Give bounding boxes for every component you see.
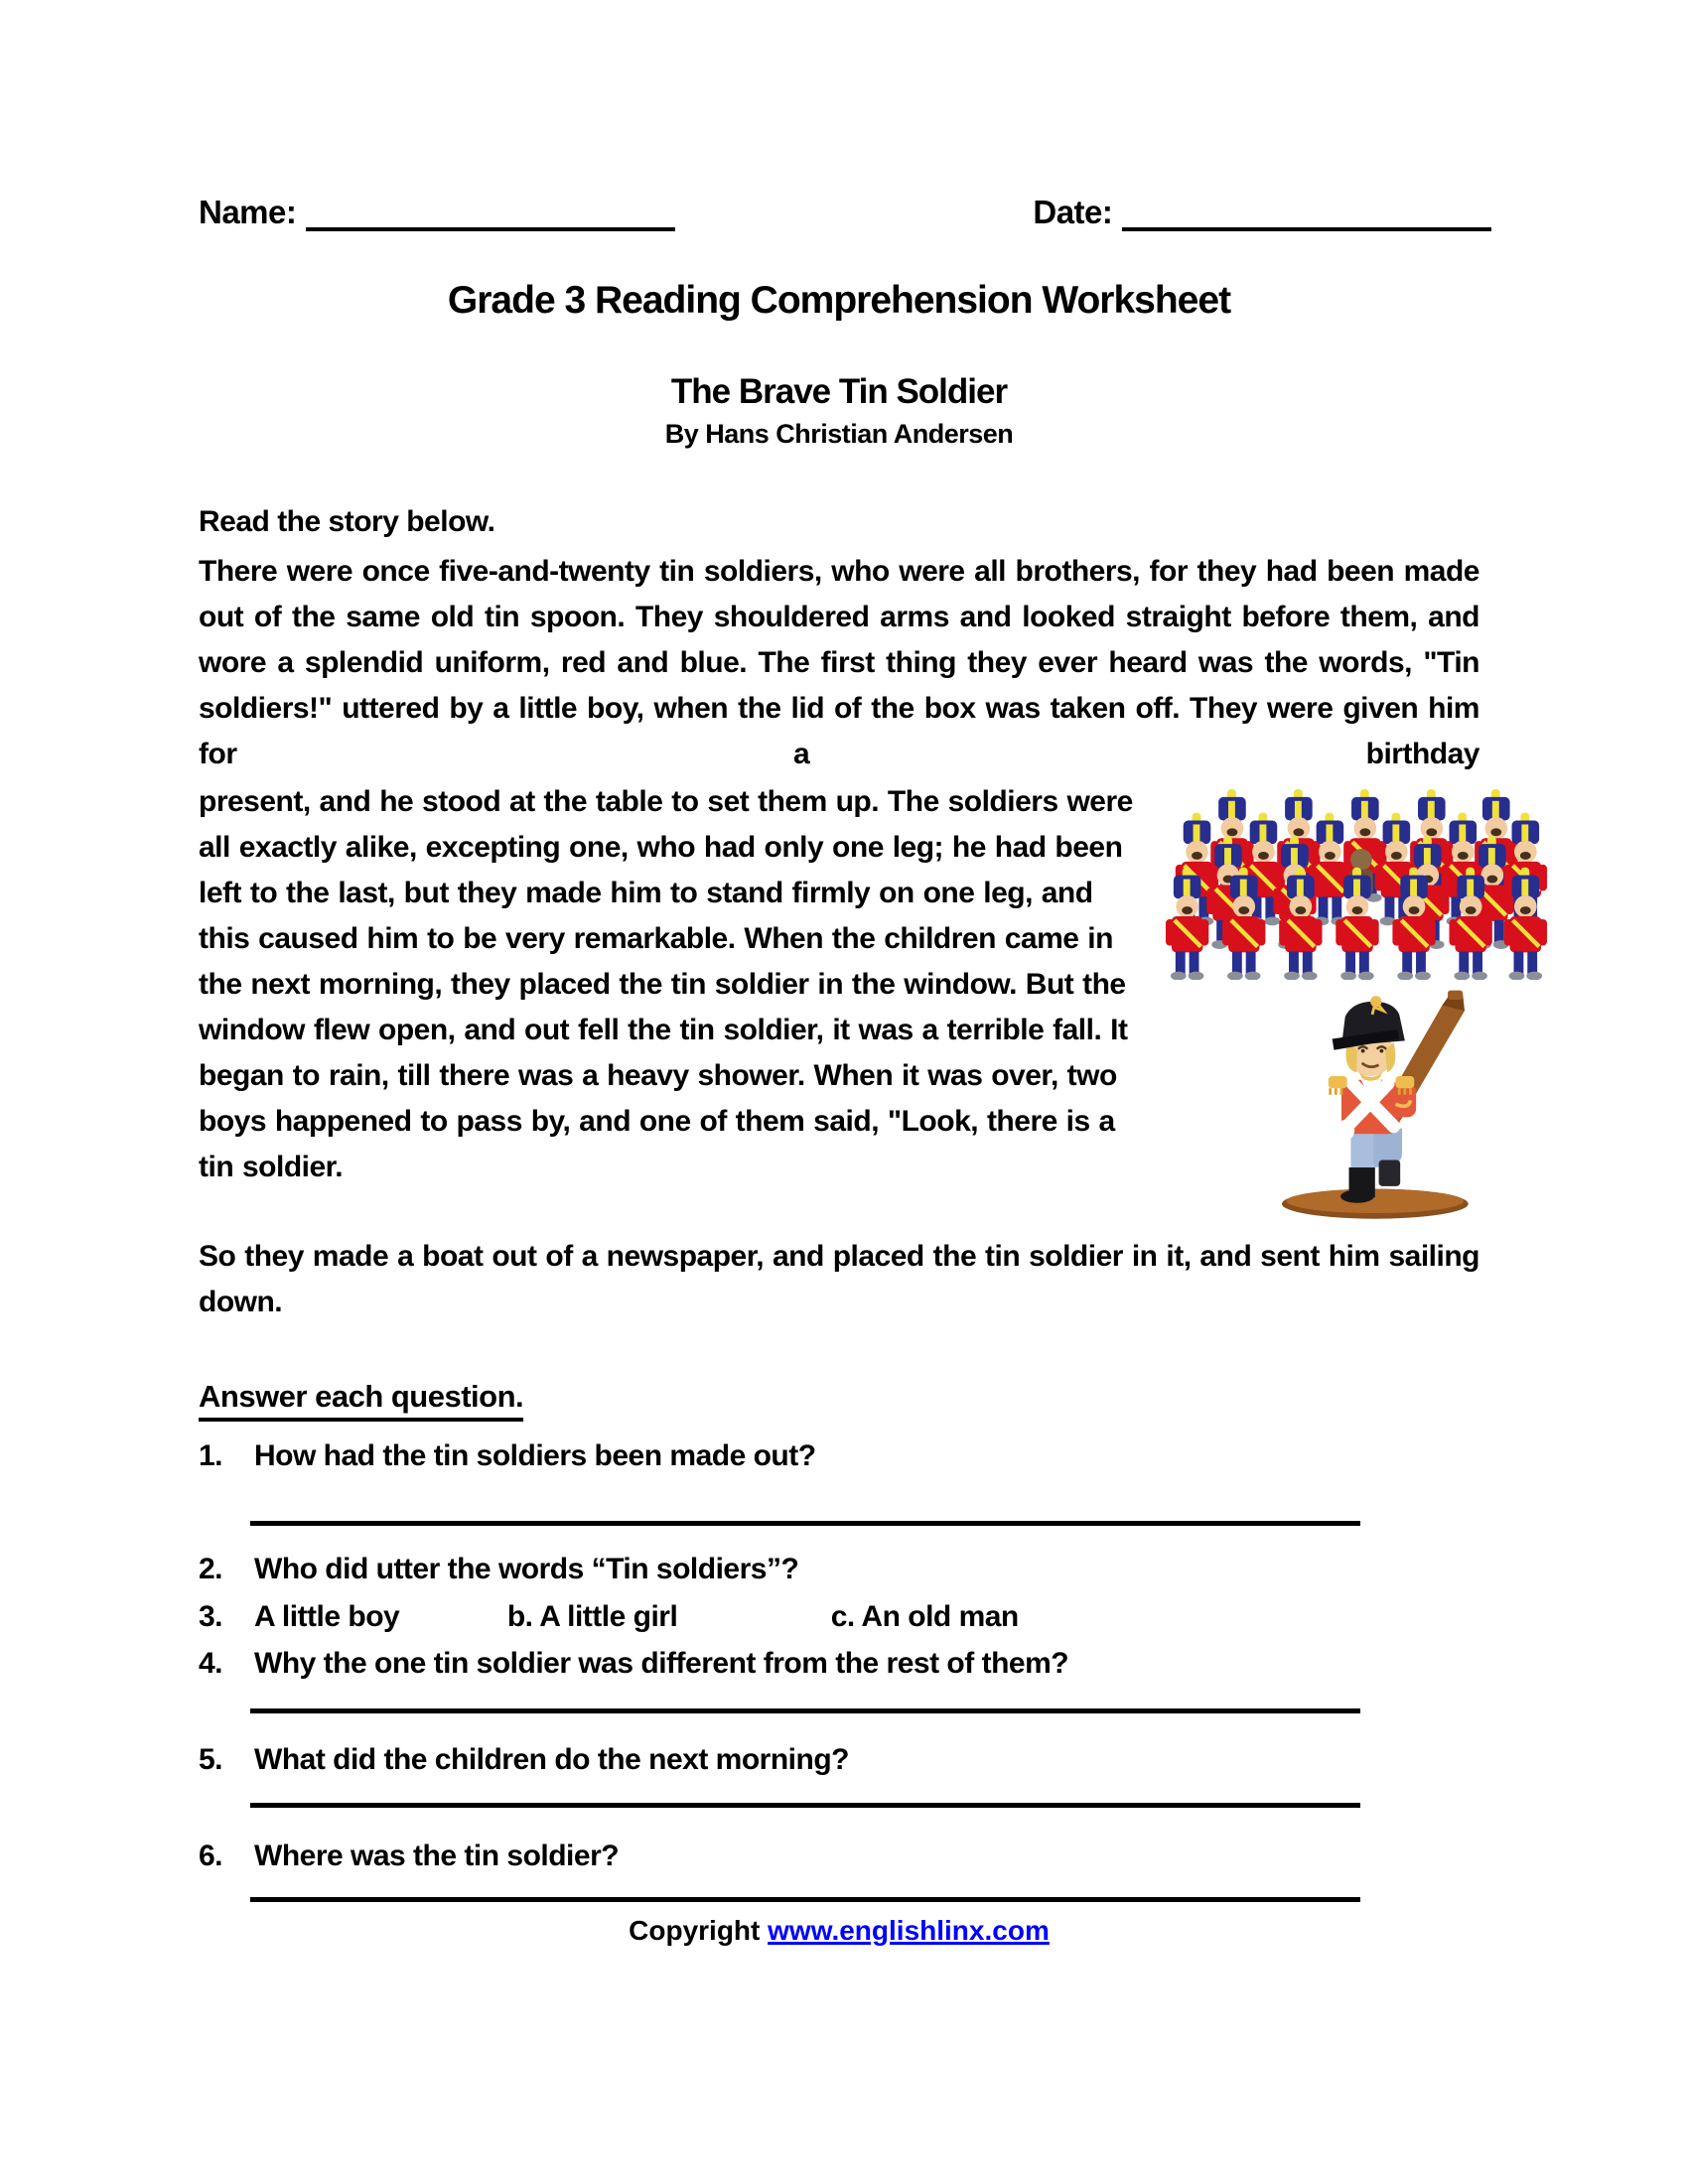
question-3 <box>199 1594 1479 1640</box>
question-5-number: 5. <box>199 1743 223 1776</box>
story-paragraph-top: There were once five-and-twenty tin soldiers, who were all brothers, for they had been made out of the same old tin spoon. They shouldered arms and looked straight before them, and wore a splendid uniform, red and blue. The first thing they ever heard was the words, "Tin soldiers!" uttered by a little boy, when the lid of the box was taken off. They were given him for a birthday <box>199 555 1479 770</box>
copyright-label: Copyright <box>629 1915 769 1946</box>
story-paragraph-bottom: So they made a boat out of a newspaper, and placed the tin soldier in it, and sent him sailing down. <box>199 1240 1479 1318</box>
question-5-text: What did the children do the next morning? <box>254 1743 849 1776</box>
question-2 <box>199 1547 1479 1592</box>
question-4-number: 4. <box>199 1647 223 1680</box>
question-6 <box>199 1834 1479 1879</box>
question-2-number: 2. <box>199 1553 223 1585</box>
question-1-number: 1. <box>199 1439 223 1472</box>
name-blank-line[interactable] <box>306 196 675 231</box>
question-5 <box>199 1737 1479 1783</box>
illustration-column <box>1152 779 1559 1224</box>
answer-line-q1[interactable] <box>250 1521 1360 1526</box>
byline: By Hans Christian Andersen <box>664 419 1014 449</box>
footer-copyright <box>199 1915 1479 1947</box>
answer-line-q5[interactable] <box>250 1803 1360 1808</box>
page-title: Grade 3 Reading Comprehension Worksheet <box>447 279 1231 322</box>
story-title: The Brave Tin Soldier <box>670 372 1008 411</box>
option-a[interactable]: A little boy <box>254 1600 400 1633</box>
header-row <box>199 194 1479 231</box>
name-label: Name: <box>199 194 297 230</box>
question-1 <box>199 1433 1479 1479</box>
question-6-text: Where was the tin soldier? <box>254 1840 620 1872</box>
date-field <box>1033 194 1491 231</box>
date-blank-line[interactable] <box>1122 196 1491 231</box>
question-6-number: 6. <box>199 1840 223 1872</box>
question-3-options <box>254 1594 1479 1640</box>
story-wrap-section <box>199 779 1479 1224</box>
question-2-text: Who did utter the words “Tin soldiers”? <box>254 1553 799 1585</box>
englishlinx-link[interactable]: www.englishlinx.com <box>768 1915 1050 1946</box>
option-c[interactable]: c. An old man <box>830 1600 1019 1633</box>
story-paragraph-middle: present, and he stood at the table to set them up. The soldiers were all exactly alike, excepting one, who had only one leg; he had been left to the last, but they made him to stand firmly on one leg, and this caused him to be very remarkable. When the children came in the next morning, they placed the tin soldier in the window. But the window flew open, and out fell the tin soldier, it was a terrible fall. It began to rain, till there was a heavy shower. When it was over, two boys happened to pass by, and one of them said, "Look, there is a tin soldier. <box>199 785 1133 1183</box>
story-instructions: Read the story below. <box>199 505 495 538</box>
answer-line-q6[interactable] <box>250 1897 1360 1902</box>
name-field <box>199 194 675 231</box>
tin-soldiers-group-illustration <box>1157 789 1554 980</box>
answer-section-heading: Answer each question. <box>199 1379 1479 1422</box>
answer-line-q4[interactable] <box>250 1708 1360 1713</box>
question-3-number: 3. <box>199 1600 223 1633</box>
question-1-text: How had the tin soldiers been made out? <box>254 1439 816 1472</box>
date-label: Date: <box>1033 194 1113 230</box>
question-4-text: Why the one tin soldier was different from the rest of them? <box>254 1647 1069 1680</box>
question-4 <box>199 1641 1479 1687</box>
option-b[interactable]: b. A little girl <box>506 1600 678 1633</box>
single-tin-soldier-illustration <box>1265 990 1479 1224</box>
